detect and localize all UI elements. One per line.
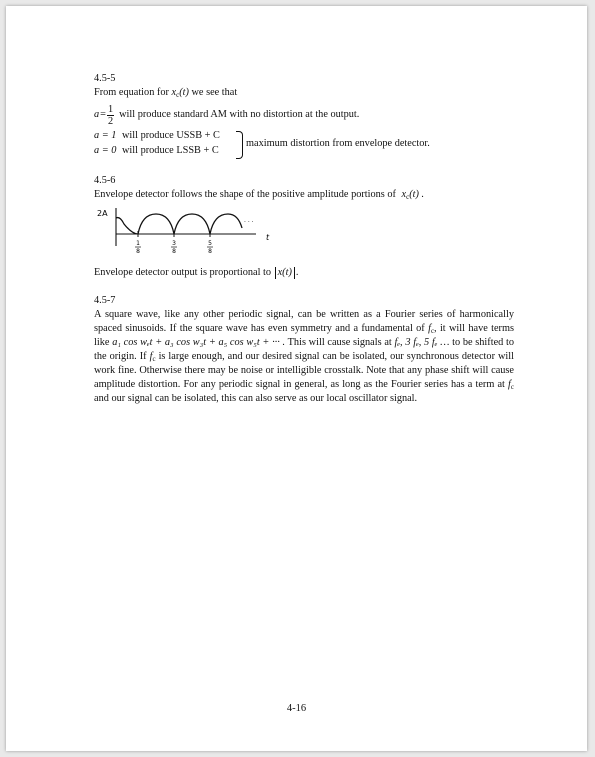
para-part-1: A square wave, like any other periodic signal, can be written as a Fourier series of harmonically spaced sinusoids. If the square wave has even symmetry and a fundamental of xyxy=(94,309,514,334)
eq2-text: will produce USSB + C xyxy=(121,130,220,141)
square-wave-paragraph xyxy=(94,308,514,406)
para-part-5: is large enough, and our desired signal can be isolated, our synchronous detector will work fine. Otherwise there may be noise or intelligible crosstalk. Note that any phase shift will cause amplitude distortion. For any periodic signal in general, as long as the Fourier series has a term at xyxy=(94,351,515,390)
tick-numerator: 1 xyxy=(136,240,140,247)
equation-a-half xyxy=(94,102,514,128)
intro-line xyxy=(94,86,514,100)
intro-end: we see that xyxy=(191,87,238,98)
section-4-5-7 xyxy=(94,294,514,406)
tick-denominator: 8 xyxy=(208,248,212,255)
right-brace xyxy=(236,131,243,159)
eq1-text: will produce standard AM with no distortion at the output. xyxy=(119,109,360,120)
intro-sub: c xyxy=(176,91,180,99)
fc-sub: c xyxy=(510,383,515,391)
proportional-end: . xyxy=(295,267,299,278)
eq3-text: will produce LSSB + C xyxy=(121,145,219,156)
fc-var: f xyxy=(508,379,511,390)
envelope-sketch xyxy=(94,202,514,260)
eq3-line xyxy=(94,144,219,158)
eq1-equals: = xyxy=(100,109,106,120)
fc-var: f xyxy=(149,351,153,362)
one-half-fraction xyxy=(107,104,114,127)
page-number: 4-16 xyxy=(286,703,307,714)
envelope-sketch-svg xyxy=(94,206,294,264)
eq1-lhs: a xyxy=(94,109,100,120)
envelope-arg: (t) . xyxy=(409,189,425,200)
envelope-line xyxy=(94,188,514,202)
section-4-5-5 xyxy=(94,72,514,160)
section-heading: 4.5-7 xyxy=(94,295,116,306)
para-part-2: , it will have terms like xyxy=(94,323,514,348)
proportional-line xyxy=(94,266,514,280)
para-part-3: This will cause signals at xyxy=(287,337,392,348)
proportional-text: Envelope detector output is proportional to xyxy=(94,267,272,278)
brace-text: maximum distortion from envelope detector. xyxy=(246,138,430,149)
frac-denominator: 2 xyxy=(107,115,114,127)
x-axis-label: t xyxy=(266,233,270,242)
fc-sub: c xyxy=(152,355,156,363)
intro-arg: (t) xyxy=(179,87,189,98)
ssb-cases xyxy=(94,128,514,160)
intro-text: From equation for xyxy=(94,87,169,98)
envelope-var: x xyxy=(401,189,407,200)
harmonics-expr: fₑ, 3 fₑ, 5 fₑ … xyxy=(394,337,450,348)
document-page xyxy=(6,6,587,751)
frac-numerator: 1 xyxy=(107,103,114,115)
section-heading: 4.5-5 xyxy=(94,73,116,84)
tick-denominator: 8 xyxy=(172,248,176,255)
tick-denominator: 8 xyxy=(136,248,140,255)
fc-sub: c xyxy=(430,327,435,335)
intro-var: x xyxy=(171,87,177,98)
eq2-expr: a = 1 xyxy=(94,130,117,141)
tick-numerator: 3 xyxy=(172,240,176,247)
eq2-line xyxy=(94,129,220,143)
page-content xyxy=(94,72,514,406)
y-axis-label: 2A xyxy=(97,209,108,218)
abs-x-t: x(t) xyxy=(275,267,295,279)
eq3-expr: a = 0 xyxy=(94,145,117,156)
envelope-curve xyxy=(116,214,242,234)
section-4-5-6 xyxy=(94,174,514,280)
para-part-4: to be shifted to the origin. If xyxy=(94,337,515,362)
section-heading: 4.5-6 xyxy=(94,175,116,186)
tick-numerator: 5 xyxy=(208,240,212,247)
envelope-text: Envelope detector follows the shape of the positive amplitude portions of xyxy=(94,189,396,200)
fourier-series-expr: a₁ cos wₑt + a₃ cos w₃t + a₅ cos w₅t + ··· . xyxy=(112,337,286,348)
fc-var: f xyxy=(428,323,431,334)
para-part-6: and our signal can be isolated, this can also serve as our local oscillator signal. xyxy=(94,393,418,404)
continuation-dots: . . . xyxy=(244,217,254,224)
tick-labels xyxy=(135,240,213,255)
envelope-sub: c xyxy=(406,193,410,201)
